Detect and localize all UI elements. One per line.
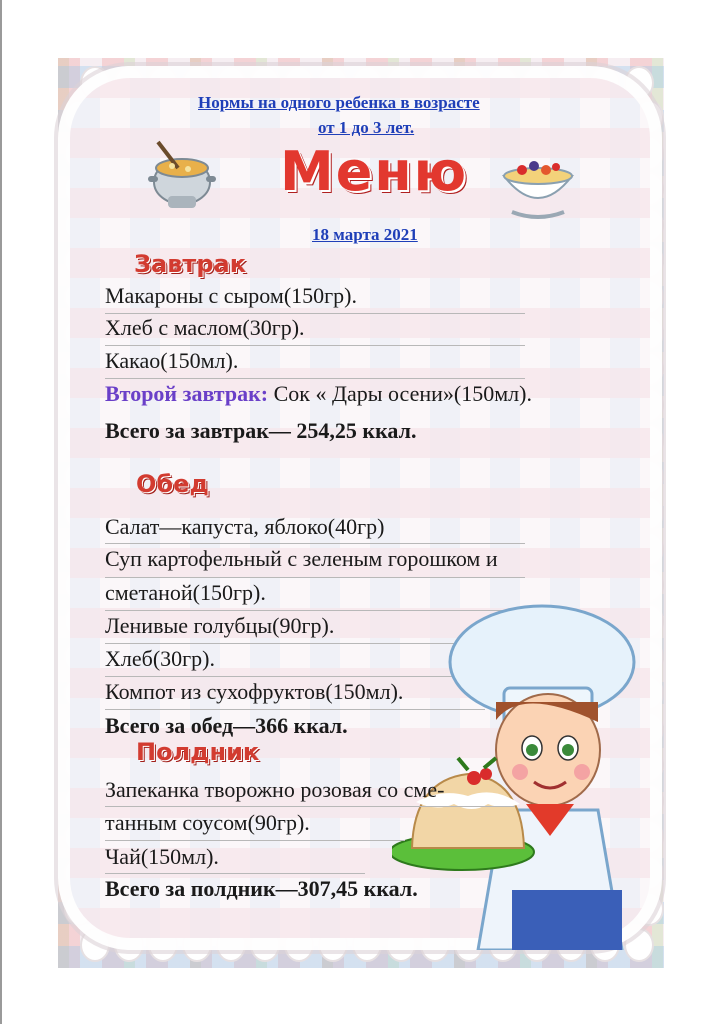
menu-title: Меню (280, 140, 469, 203)
menu-date: 18 марта 2021 (312, 225, 418, 244)
page-edge (0, 0, 2, 1024)
lunch-title: Обед (136, 470, 209, 498)
second-breakfast-label: Второй завтрак: (105, 381, 269, 406)
lunch-item: Компот из сухофруктов(150мл). (105, 679, 404, 704)
breakfast-total: Всего за завтрак— 254,25 ккал. (105, 418, 417, 443)
lunch-item: Суп картофельный с зеленым горошком и (105, 546, 498, 571)
fruit-bowl-icon (498, 150, 578, 225)
breakfast-title: Завтрак (134, 250, 247, 278)
snack-title: Полдник (136, 738, 260, 766)
snack-total: Всего за полдник—307,45 ккал. (105, 876, 418, 901)
snack-item: танным соусом(90гр). (105, 810, 310, 835)
snack-item: Чай(150мл). (105, 844, 219, 869)
snack-item: Запеканка творожно розовая со сме- (105, 777, 445, 802)
lunch-item: сметаной(150гр). (105, 580, 266, 605)
soup-pot-icon (148, 138, 218, 218)
norms-heading-line1: Нормы на одного ребенка в возрасте (198, 93, 480, 112)
breakfast-item: Какао(150мл). (105, 348, 239, 373)
lunch-item: Салат—капуста, яблоко(40гр) (105, 514, 385, 539)
norms-heading-line2: от 1 до 3 лет. (318, 118, 415, 137)
lunch-total: Всего за обед—366 ккал. (105, 713, 348, 738)
chef-boy-illustration (392, 590, 660, 950)
second-breakfast-item: Сок « Дары осени»(150мл). (268, 381, 532, 406)
second-breakfast-line (105, 381, 532, 407)
lunch-item: Ленивые голубцы(90гр). (105, 613, 335, 638)
lunch-item: Хлеб(30гр). (105, 646, 215, 671)
breakfast-item: Макароны с сыром(150гр). (105, 283, 357, 308)
breakfast-item: Хлеб с маслом(30гр). (105, 315, 305, 340)
